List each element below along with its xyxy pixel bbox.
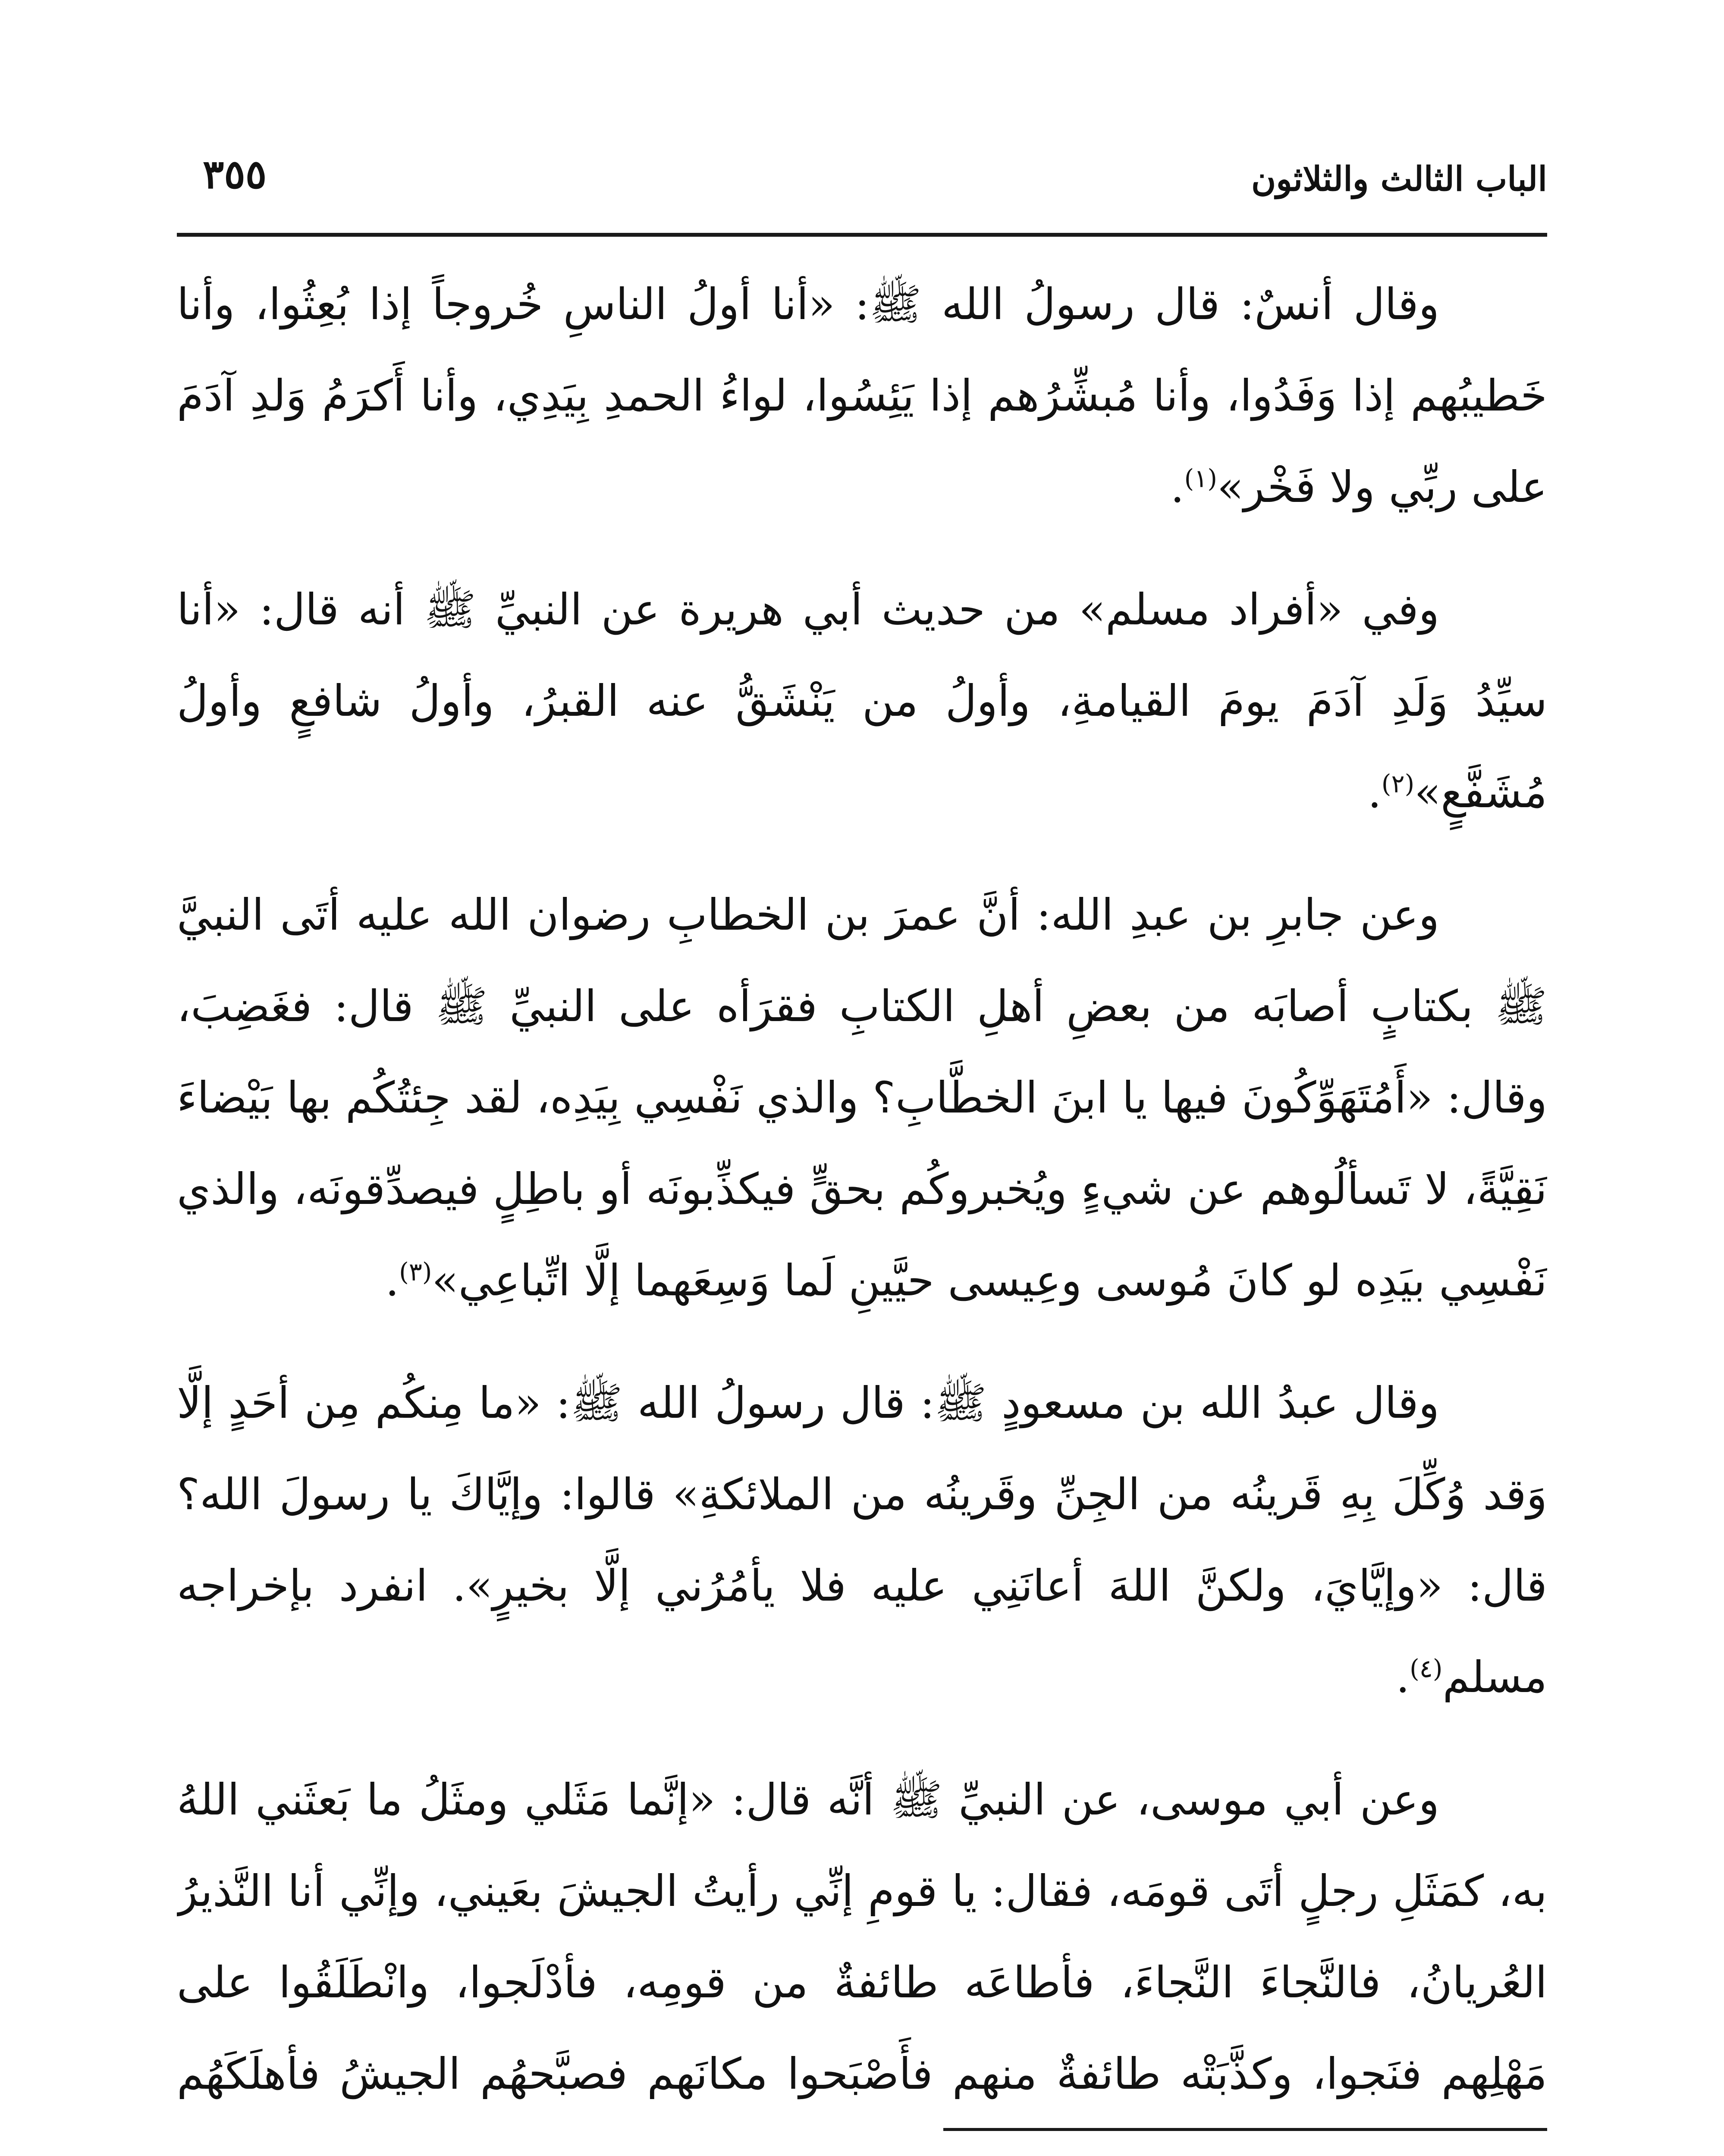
paragraph-text: وعن أبي موسى، عن النبيِّ ﷺ أنَّه قال: «إنَّما مَثَلي ومثَلُ ما بَعثَني اللهُ به، كمَثَلِ رجلٍ أتَى قومَه، فقال: يا قومِ إنِّي رأيتُ الجيشَ بعَيني، وإنِّي أنا النَّذيرُ العُريانُ، فالنَّجاءَ النَّجاءَ، فأطاعَه طائفةٌ من قومِه، فأدْلَجوا، وانْطَلَقُوا على مَهْلِهم فنَجوا، وكذَّبَتْه طائفةٌ منهم فأَصْبَحوا مكانَهم فصبَّحهُم الجيشُ فأهلَكَهُم [177,1774,1547,2099]
paragraph [177,1754,1547,2104]
paragraph: وقال عبدُ الله بن مسعودٍ ﷺ: قال رسولُ الله ﷺ: «ما مِنكُم مِن أحَدٍ إلَّا وَقد وُكِّلَ بِهِ قَرينُه من الجِنِّ وقَرينُه من الملائكةِ» قالوا: وإيَّاكَ يا رسولَ الله؟ قال: «وإيَّايَ، ولكنَّ اللهَ أعانَنِي عليه فلا يأمُرُني إلَّا بخيرٍ». انفرد بإخراجه مسلم$^{(٤)}$. [177,1378,1547,1702]
footnote-reference: (١) [1184,464,1217,493]
footnote-reference: (٤) [1410,1654,1443,1683]
paragraph: وعن جابرِ بن عبدِ الله: أنَّ عمرَ بن الخطابِ رضوان الله عليه أتَى النبيَّ ﷺ بكتابٍ أصابَه من بعضِ أهلِ الكتابِ فقرَأه على النبيِّ ﷺ قال: فغَضِبَ، وقال: «أَمُتَهَوِّكُونَ فيها يا ابنَ الخطَّابِ؟ والذي نَفْسِي بِيَدِه، لقد جِئتُكُم بها بَيْضاءَ نَقِيَّةً، لا تَسألُوهم عن شيءٍ ويُخبروكُم بحقٍّ فيكذِّبونَه أو باطِلٍ فيصدِّقونَه، والذي نَفْسِي بيَدِه لو كانَ مُوسى وعِيسى حيَّينِ لَما وَسِعَهما إلَّا اتِّباعِي»$^{(٣)}$. [177,890,1547,1306]
main-text [177,259,1547,2104]
footnote-reference: (٢) [1381,769,1415,799]
paragraph-text: وفي «أفراد مسلم» من حديث أبي هريرة عن النبيِّ ﷺ أنه قال: «أنا سيِّدُ وَلَدِ آدَمَ يومَ القيامةِ، وأولُ من يَنْشَقُّ عنه القبرُ، وأولُ شافعٍ وأولُ مُشَفَّعٍ» [177,584,1547,818]
paragraph-text: وقال أنسٌ: قال رسولُ الله ﷺ: «أنا أولُ الناسِ خُروجاً إذا بُعِثُوا، وأنا خَطيبُهم إذا وَفَدُوا، وأنا مُبشِّرُهم إذا يَئِسُوا، لواءُ الحمدِ بِيَدِي، وأنا أَكرَمُ وَلدِ آدَمَ على ربِّي ولا فَخْر» [177,279,1547,512]
footnote-reference: (٣) [399,1257,432,1287]
page-header [177,142,1547,211]
footnote [177,2152,1547,2156]
paragraph-text: وعن جابرِ بن عبدِ الله: أنَّ عمرَ بن الخطابِ رضوان الله عليه أتَى النبيَّ ﷺ بكتابٍ أصابَه من بعضِ أهلِ الكتابِ فقرَأه على النبيِّ ﷺ قال: فغَضِبَ، وقال: «أَمُتَهَوِّكُونَ فيها يا ابنَ الخطَّابِ؟ والذي نَفْسِي بِيَدِه، لقد جِئتُكُم بها بَيْضاءَ نَقِيَّةً، لا تَسألُوهم عن شيءٍ ويُخبروكُم بحقٍّ فيكذِّبونَه أو باطِلٍ فيصدِّقونَه، والذي نَفْسِي بيَدِه لو كانَ مُوسى وعِيسى حيَّينِ لَما وَسِعَهما إلَّا اتِّباعِي» [177,890,1547,1306]
chapter-title: الباب الثالث والثلاثون [1251,160,1547,199]
footnote-divider [943,2128,1547,2131]
paragraph: وقال أنسٌ: قال رسولُ الله ﷺ: «أنا أولُ الناسِ خُروجاً إذا بُعِثُوا، وأنا خَطيبُهم إذا وَفَدُوا، وأنا مُبشِّرُهم إذا يَئِسُوا، لواءُ الحمدِ بِيَدِي، وأنا أَكرَمُ وَلدِ آدَمَ على ربِّي ولا فَخْر»$^{(١)}$. [177,279,1547,512]
paragraph-text: وقال عبدُ الله بن مسعودٍ ﷺ: قال رسولُ الله ﷺ: «ما مِنكُم مِن أحَدٍ إلَّا وَقد وُكِّلَ بِهِ قَرينُه من الجِنِّ وقَرينُه من الملائكةِ» قالوا: وإيَّاكَ يا رسولَ الله؟ قال: «وإيَّايَ، ولكنَّ اللهَ أعانَنِي عليه فلا يأمُرُني إلَّا بخيرٍ». انفرد بإخراجه مسلم [177,1378,1547,1702]
header-divider [177,233,1547,237]
page-number: ٣٥٥ [203,151,267,197]
footnotes [177,2152,1547,2156]
paragraph: وفي «أفراد مسلم» من حديث أبي هريرة عن النبيِّ ﷺ أنه قال: «أنا سيِّدُ وَلَدِ آدَمَ يومَ القيامةِ، وأولُ من يَنْشَقُّ عنه القبرُ، وأولُ شافعٍ وأولُ مُشَفَّعٍ»$^{(٢)}$. [177,584,1547,818]
